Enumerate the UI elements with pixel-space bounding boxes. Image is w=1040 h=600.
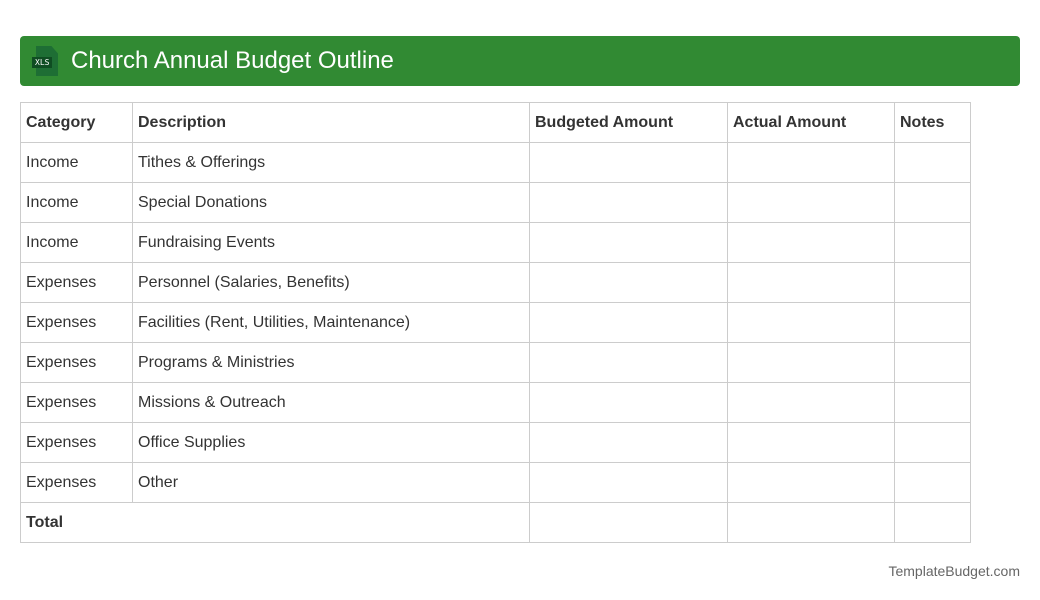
cell-description: Other [133, 463, 530, 503]
column-header: Category [21, 103, 133, 143]
cell-empty [895, 223, 971, 263]
cell-empty [530, 183, 728, 223]
cell-empty [728, 503, 895, 543]
budget-table [20, 102, 971, 543]
cell-empty [530, 143, 728, 183]
column-header: Description [133, 103, 530, 143]
cell-empty [728, 183, 895, 223]
cell-empty [728, 343, 895, 383]
cell-empty [895, 263, 971, 303]
cell-empty [530, 503, 728, 543]
cell-empty [530, 463, 728, 503]
cell-empty [728, 143, 895, 183]
cell-empty [530, 343, 728, 383]
cell-empty [895, 303, 971, 343]
table-row [21, 423, 971, 463]
cell-category: Expenses [21, 463, 133, 503]
cell-empty [895, 503, 971, 543]
table-row [21, 383, 971, 423]
cell-description: Special Donations [133, 183, 530, 223]
column-header: Notes [895, 103, 971, 143]
cell-empty [530, 423, 728, 463]
cell-empty [728, 463, 895, 503]
cell-empty [728, 383, 895, 423]
cell-empty [728, 223, 895, 263]
cell-category: Expenses [21, 343, 133, 383]
header-row [21, 103, 971, 143]
cell-description: Facilities (Rent, Utilities, Maintenance) [133, 303, 530, 343]
column-header: Budgeted Amount [530, 103, 728, 143]
cell-empty [895, 383, 971, 423]
table-row [21, 143, 971, 183]
cell-empty [895, 463, 971, 503]
table-row [21, 463, 971, 503]
cell-empty [895, 423, 971, 463]
cell-empty [728, 263, 895, 303]
table-row [21, 303, 971, 343]
cell-category: Expenses [21, 263, 133, 303]
cell-empty [530, 303, 728, 343]
cell-description: Personnel (Salaries, Benefits) [133, 263, 530, 303]
cell-category: Expenses [21, 303, 133, 343]
cell-empty [895, 143, 971, 183]
cell-description: Fundraising Events [133, 223, 530, 263]
table-row [21, 263, 971, 303]
cell-empty [728, 303, 895, 343]
cell-category: Expenses [21, 383, 133, 423]
cell-empty [530, 383, 728, 423]
column-header: Actual Amount [728, 103, 895, 143]
cell-description: Programs & Ministries [133, 343, 530, 383]
cell-category: Income [21, 183, 133, 223]
title-bar [20, 36, 1020, 86]
cell-description: Missions & Outreach [133, 383, 530, 423]
cell-empty [895, 183, 971, 223]
xls-file-icon: XLS [32, 46, 60, 76]
cell-description: Office Supplies [133, 423, 530, 463]
footer-link[interactable]: TemplateBudget.com [888, 563, 1020, 579]
table-row [21, 183, 971, 223]
cell-empty [728, 423, 895, 463]
total-row [21, 503, 971, 543]
cell-category: Expenses [21, 423, 133, 463]
page-title: Church Annual Budget Outline [71, 47, 394, 74]
cell-empty [895, 343, 971, 383]
table-row [21, 343, 971, 383]
cell-category: Income [21, 223, 133, 263]
total-label: Total [21, 503, 530, 543]
cell-empty [530, 263, 728, 303]
cell-description: Tithes & Offerings [133, 143, 530, 183]
table-row [21, 223, 971, 263]
cell-category: Income [21, 143, 133, 183]
cell-empty [530, 223, 728, 263]
